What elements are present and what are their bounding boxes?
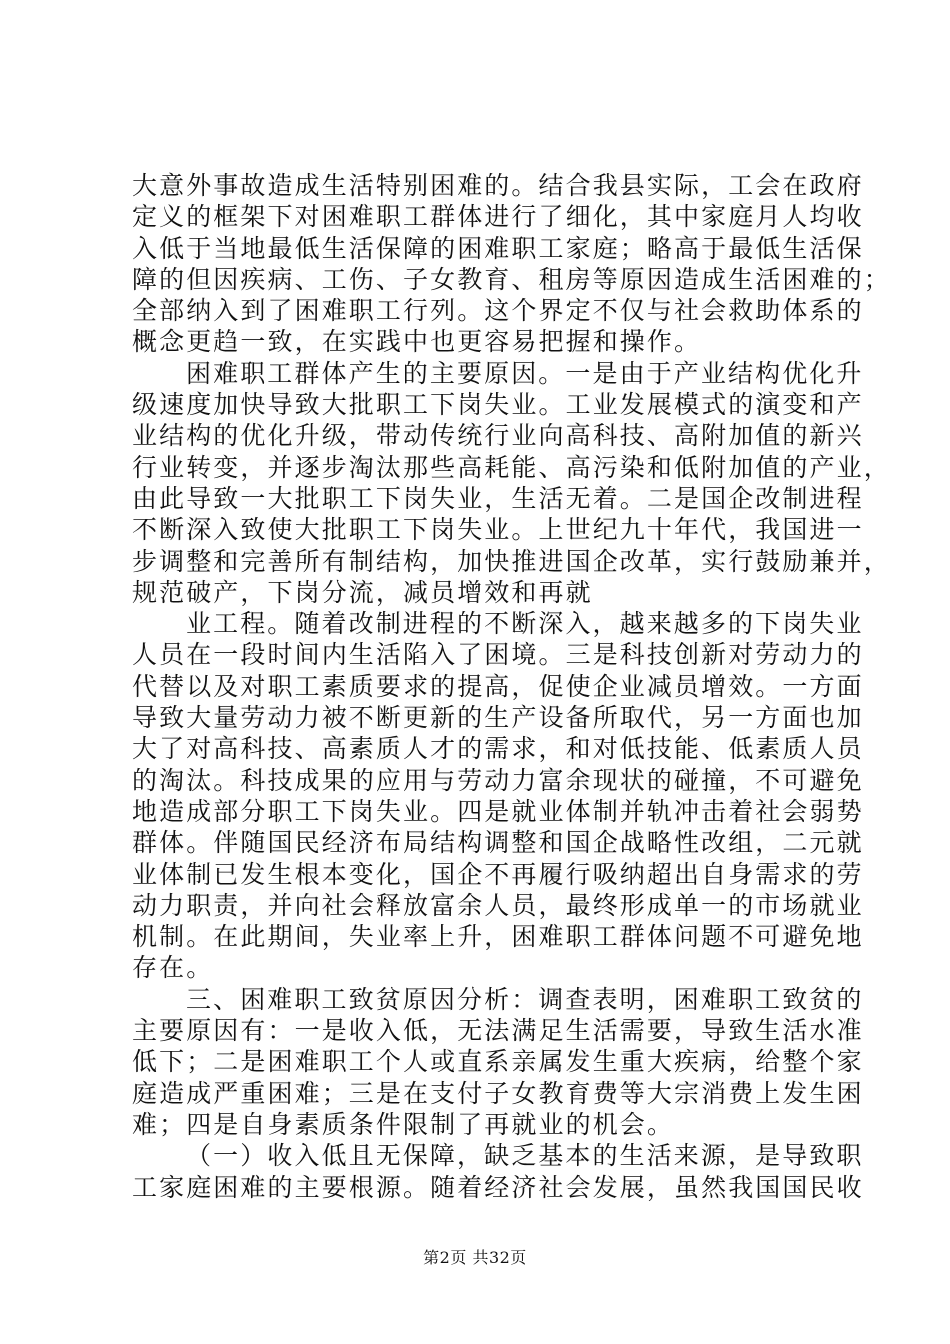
- text-line: 入低于当地最低生活保障的困难职工家庭；略高于最低生活保: [132, 233, 864, 263]
- text-line: 的淘汰。科技成果的应用与劳动力富余现状的碰撞，不可避免: [132, 765, 864, 795]
- text-line: 步调整和完善所有制结构，加快推进国企改革，实行鼓励兼并，: [132, 546, 891, 576]
- page-footer: 第2页 共32页: [423, 1248, 527, 1267]
- text-line: 群体。伴随国民经济布局结构调整和国企战略性改组，二元就: [132, 828, 864, 858]
- text-line: 庭造成严重困难；三是在支付子女教育费等大宗消费上发生困: [132, 1078, 864, 1108]
- text-line: 困难职工群体产生的主要原因。一是由于产业结构优化升: [186, 358, 864, 388]
- text-line: （一）收入低且无保障，缺乏基本的生活来源，是导致职: [186, 1141, 864, 1171]
- text-line: 难；四是自身素质条件限制了再就业的机会。: [132, 1109, 675, 1139]
- document-body: [132, 170, 891, 1203]
- text-line: 导致大量劳动力被不断更新的生产设备所取代，另一方面也加: [132, 703, 864, 733]
- text-line: 规范破产，下岗分流，减员增效和再就: [132, 577, 593, 607]
- text-line: 业结构的优化升级，带动传统行业向高科技、高附加值的新兴: [132, 421, 864, 451]
- text-line: 动力职责，并向社会释放富余人员，最终形成单一的市场就业: [132, 890, 864, 920]
- text-line: 由此导致一大批职工下岗失业，生活无着。二是国企改制进程: [132, 483, 864, 513]
- text-line: 全部纳入到了困难职工行列。这个界定不仅与社会救助体系的: [132, 296, 864, 326]
- text-line: 存在。: [132, 953, 214, 983]
- text-line: 障的但因疾病、工伤、子女教育、租房等原因造成生活困难的；: [132, 264, 891, 294]
- text-line: 代替以及对职工素质要求的提高，促使企业减员增效。一方面: [132, 671, 864, 701]
- text-line: 不断深入致使大批职工下岗失业。上世纪九十年代，我国进一: [132, 515, 864, 545]
- text-line: 主要原因有：一是收入低，无法满足生活需要，导致生活水准: [132, 1016, 864, 1046]
- text-line: 级速度加快导致大批职工下岗失业。工业发展模式的演变和产: [132, 390, 864, 420]
- text-line: 地造成部分职工下岗失业。四是就业体制并轨冲击着社会弱势: [132, 796, 864, 826]
- text-line: 三、困难职工致贫原因分析：调查表明，困难职工致贫的: [186, 984, 864, 1014]
- text-line: 大意外事故造成生活特别困难的。结合我县实际，工会在政府: [132, 171, 864, 200]
- text-line: 定义的框架下对困难职工群体进行了细化，其中家庭月人均收: [132, 202, 864, 232]
- text-line: 工家庭困难的主要根源。随着经济社会发展，虽然我国国民收: [132, 1172, 864, 1202]
- text-line: 业工程。随着改制进程的不断深入，越来越多的下岗失业: [186, 609, 864, 639]
- text-line: 人员在一段时间内生活陷入了困境。三是科技创新对劳动力的: [132, 640, 864, 670]
- text-line: 概念更趋一致，在实践中也更容易把握和操作。: [132, 327, 702, 357]
- text-line: 大了对高科技、高素质人才的需求，和对低技能、低素质人员: [132, 734, 864, 764]
- text-line: 业体制已发生根本变化，国企不再履行吸纳超出自身需求的劳: [132, 859, 864, 889]
- text-line: 机制。在此期间，失业率上升，困难职工群体问题不可避免地: [132, 922, 864, 952]
- text-line: 低下；二是困难职工个人或直系亲属发生重大疾病，给整个家: [132, 1047, 864, 1077]
- text-line: 行业转变，并逐步淘汰那些高耗能、高污染和低附加值的产业，: [132, 452, 891, 482]
